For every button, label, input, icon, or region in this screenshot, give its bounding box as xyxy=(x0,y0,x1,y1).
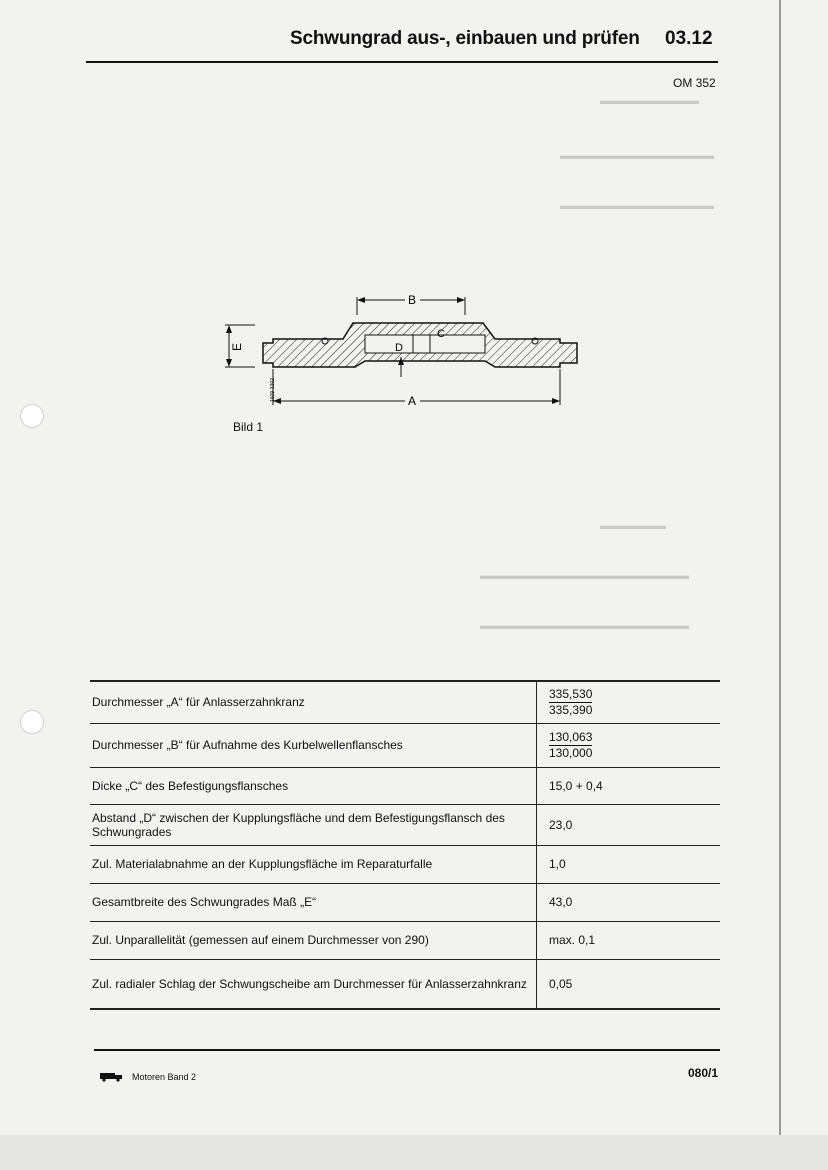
page-title: Schwungrad aus-, einbauen und prüfen xyxy=(290,28,640,49)
figure-caption: Bild 1 xyxy=(233,420,264,434)
spec-label: Zul. Materialabnahme an der Kupplungsfläche im Reparaturfalle xyxy=(92,857,433,871)
flywheel-cross-section-drawing xyxy=(215,285,595,410)
show-through-text: ▬▬▬▬▬▬▬▬▬▬▬▬▬▬▬▬▬▬▬ xyxy=(480,620,689,632)
spec-label: Gesamtbreite des Schwungrades Maß „E“ xyxy=(92,895,317,909)
spec-label: Zul. radialer Schlag der Schwungscheibe am Durchmesser für Anlasserzahnkranz xyxy=(92,976,527,991)
dim-b-label: B xyxy=(407,293,417,307)
spec-value: max. 0,1 xyxy=(537,921,721,959)
table-row xyxy=(90,921,720,959)
spec-value: 23,0 xyxy=(537,804,721,845)
engine-label: OM 352 xyxy=(673,76,716,90)
truck-logo-icon xyxy=(100,1072,124,1082)
spec-label: Durchmesser „B“ für Aufnahme des Kurbelwellenflansches xyxy=(92,738,403,752)
spec-label: Dicke „C“ des Befestigungsflansches xyxy=(92,778,289,793)
dim-e-arrow-top xyxy=(226,325,232,333)
dim-a-label: A xyxy=(407,394,417,408)
spec-label: Zul. Unparallelität (gemessen auf einem Durchmesser von 290) xyxy=(92,933,429,947)
spec-label: Abstand „D“ zwischen der Kupplungsfläche und dem Befestigungsflansch des Schwungrades xyxy=(92,810,505,839)
table-row xyxy=(90,959,720,1009)
drawing-code: 1609-3302 xyxy=(270,378,276,402)
dim-e-label: E xyxy=(230,342,244,351)
value-min: 130,000 xyxy=(549,745,593,760)
show-through-text: ▬▬▬▬▬▬ xyxy=(600,520,666,532)
spec-value: 43,0 xyxy=(537,883,721,921)
show-through-text: ▬▬▬▬▬▬▬▬▬ xyxy=(600,95,699,107)
table-row xyxy=(90,845,720,883)
spec-table xyxy=(90,680,720,1010)
dim-d-label: D xyxy=(395,342,403,354)
table-row xyxy=(90,883,720,921)
book-title: Motoren Band 2 xyxy=(132,1072,197,1082)
spec-value xyxy=(537,681,721,723)
spec-value: 1,0 xyxy=(537,845,721,883)
value-max: 335,530 xyxy=(549,686,593,701)
page-number: 080/1 xyxy=(688,1066,719,1080)
page-bottom-shadow xyxy=(0,1135,828,1170)
spec-value: 15,0 + 0,4 xyxy=(537,767,721,804)
tolerance-pair xyxy=(549,730,592,761)
dim-c-label: C xyxy=(437,328,445,340)
table-row xyxy=(90,723,720,767)
table-row xyxy=(90,767,720,804)
dim-b-arrow-left xyxy=(357,297,365,303)
spec-label: Durchmesser „A“ für Anlasserzahnkranz xyxy=(92,695,305,710)
footer-rule xyxy=(94,1049,720,1051)
table-row xyxy=(90,681,720,723)
punch-hole xyxy=(20,404,44,428)
header-rule xyxy=(86,61,718,63)
value-max: 130,063 xyxy=(549,729,593,744)
value-min: 335,390 xyxy=(549,702,593,717)
spec-value: 0,05 xyxy=(537,959,721,1009)
table-row xyxy=(90,804,720,845)
dim-b-arrow-right xyxy=(457,297,465,303)
hub-opening xyxy=(365,335,485,353)
footer-book xyxy=(100,1072,196,1082)
spec-value xyxy=(537,723,721,767)
dim-e-arrow-bottom xyxy=(226,359,232,367)
page-edge xyxy=(779,0,781,1170)
punch-hole xyxy=(20,710,44,734)
show-through-text: ▬▬▬▬▬▬▬▬▬▬▬▬▬▬ xyxy=(560,200,714,212)
section-number: 03.12 xyxy=(665,28,713,49)
dim-a-arrow-right xyxy=(552,398,560,404)
show-through-text: ▬▬▬▬▬▬▬▬▬▬▬▬▬▬▬▬▬▬▬ xyxy=(480,570,689,582)
show-through-text: ▬▬▬▬▬▬▬▬▬▬▬▬▬▬ xyxy=(560,150,714,162)
tolerance-pair xyxy=(549,687,592,718)
